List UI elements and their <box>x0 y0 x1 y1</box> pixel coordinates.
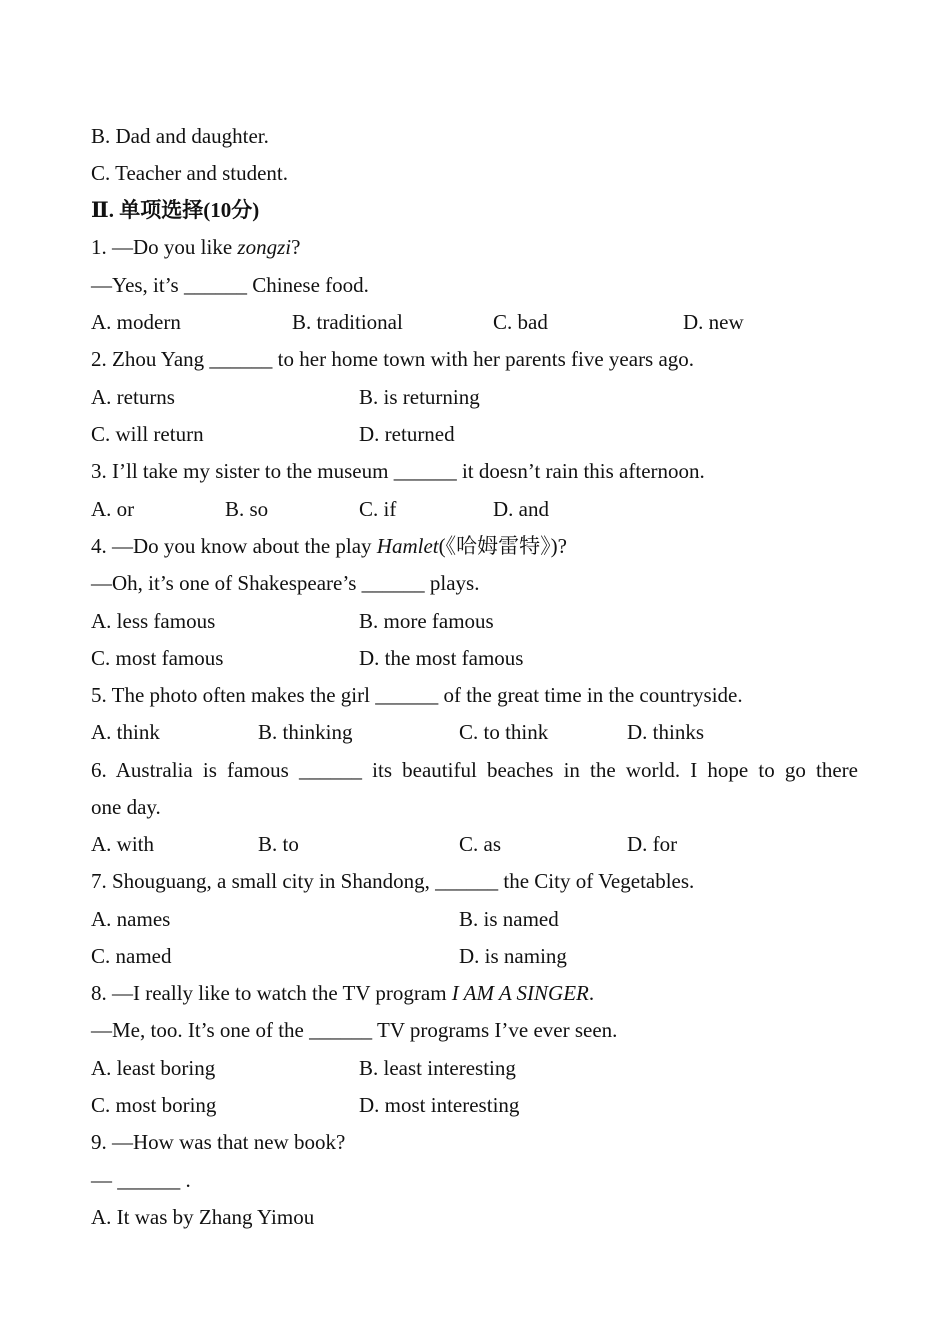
q8-option-c: C. most boring <box>91 1093 217 1117</box>
section-heading: Ⅱ. 单项选择(10分) <box>91 198 260 222</box>
q8-stem-end: . <box>588 981 595 1005</box>
q4-reply: —Oh, it’s one of Shakespeare’s ______ plays. <box>91 571 480 595</box>
q8-stem-text: 8. —I really like to watch the TV program <box>91 981 452 1005</box>
q8-stem <box>91 980 594 1006</box>
prev-option-c: C. Teacher and student. <box>91 161 288 185</box>
q3-option-d: D. and <box>493 497 549 521</box>
q1-stem-text: 1. —Do you like <box>91 235 238 259</box>
q4-stem-text: 4. —Do you know about the play <box>91 534 377 558</box>
q2-option-a: A. returns <box>91 385 175 409</box>
q8-option-b: B. least interesting <box>359 1056 516 1080</box>
q1-reply: —Yes, it’s ______ Chinese food. <box>91 273 369 297</box>
q6-stem-line2: one day. <box>91 795 161 819</box>
q4-stem <box>91 533 567 559</box>
q3-option-c: C. if <box>359 497 397 521</box>
q4-stem-end: (《哈姆雷特》)? <box>438 534 567 558</box>
q5-option-c: C. to think <box>459 720 549 744</box>
q5-option-d: D. thinks <box>627 720 705 744</box>
q7-option-b: B. is named <box>459 907 559 931</box>
q3-option-b: B. so <box>225 497 269 521</box>
q3-stem: 3. I’ll take my sister to the museum ______ it doesn’t rain this afternoon. <box>91 459 705 483</box>
prev-option-b: B. Dad and daughter. <box>91 124 269 148</box>
q8-option-a: A. least boring <box>91 1056 216 1080</box>
q5-stem: 5. The photo often makes the girl ______ of the great time in the countryside. <box>91 683 743 707</box>
q9-reply: — ______ . <box>91 1168 191 1192</box>
q8-option-d: D. most interesting <box>359 1093 520 1117</box>
q6-option-d: D. for <box>627 832 678 856</box>
q7-option-c: C. named <box>91 944 172 968</box>
q5-option-b: B. thinking <box>258 720 353 744</box>
q4-option-b: B. more famous <box>359 609 494 633</box>
q1-stem-end: ? <box>291 235 301 259</box>
q6-stem-line1: 6. Australia is famous ______ its beautiful beaches in the world. I hope to go there <box>91 758 858 782</box>
q9-stem: 9. —How was that new book? <box>91 1130 346 1154</box>
q8-stem-italic: I AM A SINGER <box>451 981 589 1005</box>
q2-stem: 2. Zhou Yang ______ to her home town with her parents five years ago. <box>91 347 695 371</box>
q5-option-a: A. think <box>91 720 160 744</box>
q1-option-d: D. new <box>683 310 744 334</box>
q4-option-c: C. most famous <box>91 646 224 670</box>
q6-option-b: B. to <box>258 832 299 856</box>
q6-option-c: C. as <box>459 832 501 856</box>
q1-option-c: C. bad <box>493 310 548 334</box>
q7-option-a: A. names <box>91 907 171 931</box>
q9-option-a: A. It was by Zhang Yimou <box>91 1205 315 1229</box>
q4-stem-italic: Hamlet <box>376 534 439 558</box>
q4-option-d: D. the most famous <box>359 646 524 670</box>
q2-option-d: D. returned <box>359 422 455 446</box>
q3-option-a: A. or <box>91 497 135 521</box>
q2-option-b: B. is returning <box>359 385 480 409</box>
q1-stem <box>91 234 300 260</box>
q1-option-b: B. traditional <box>292 310 403 334</box>
q2-option-c: C. will return <box>91 422 204 446</box>
q4-option-a: A. less famous <box>91 609 216 633</box>
q7-option-d: D. is naming <box>459 944 567 968</box>
q7-stem: 7. Shouguang, a small city in Shandong, ______ the City of Vegetables. <box>91 869 695 893</box>
q1-option-a: A. modern <box>91 310 181 334</box>
q8-reply: —Me, too. It’s one of the ______ TV programs I’ve ever seen. <box>91 1018 618 1042</box>
q6-option-a: A. with <box>91 832 154 856</box>
q1-stem-italic: zongzi <box>237 235 292 259</box>
